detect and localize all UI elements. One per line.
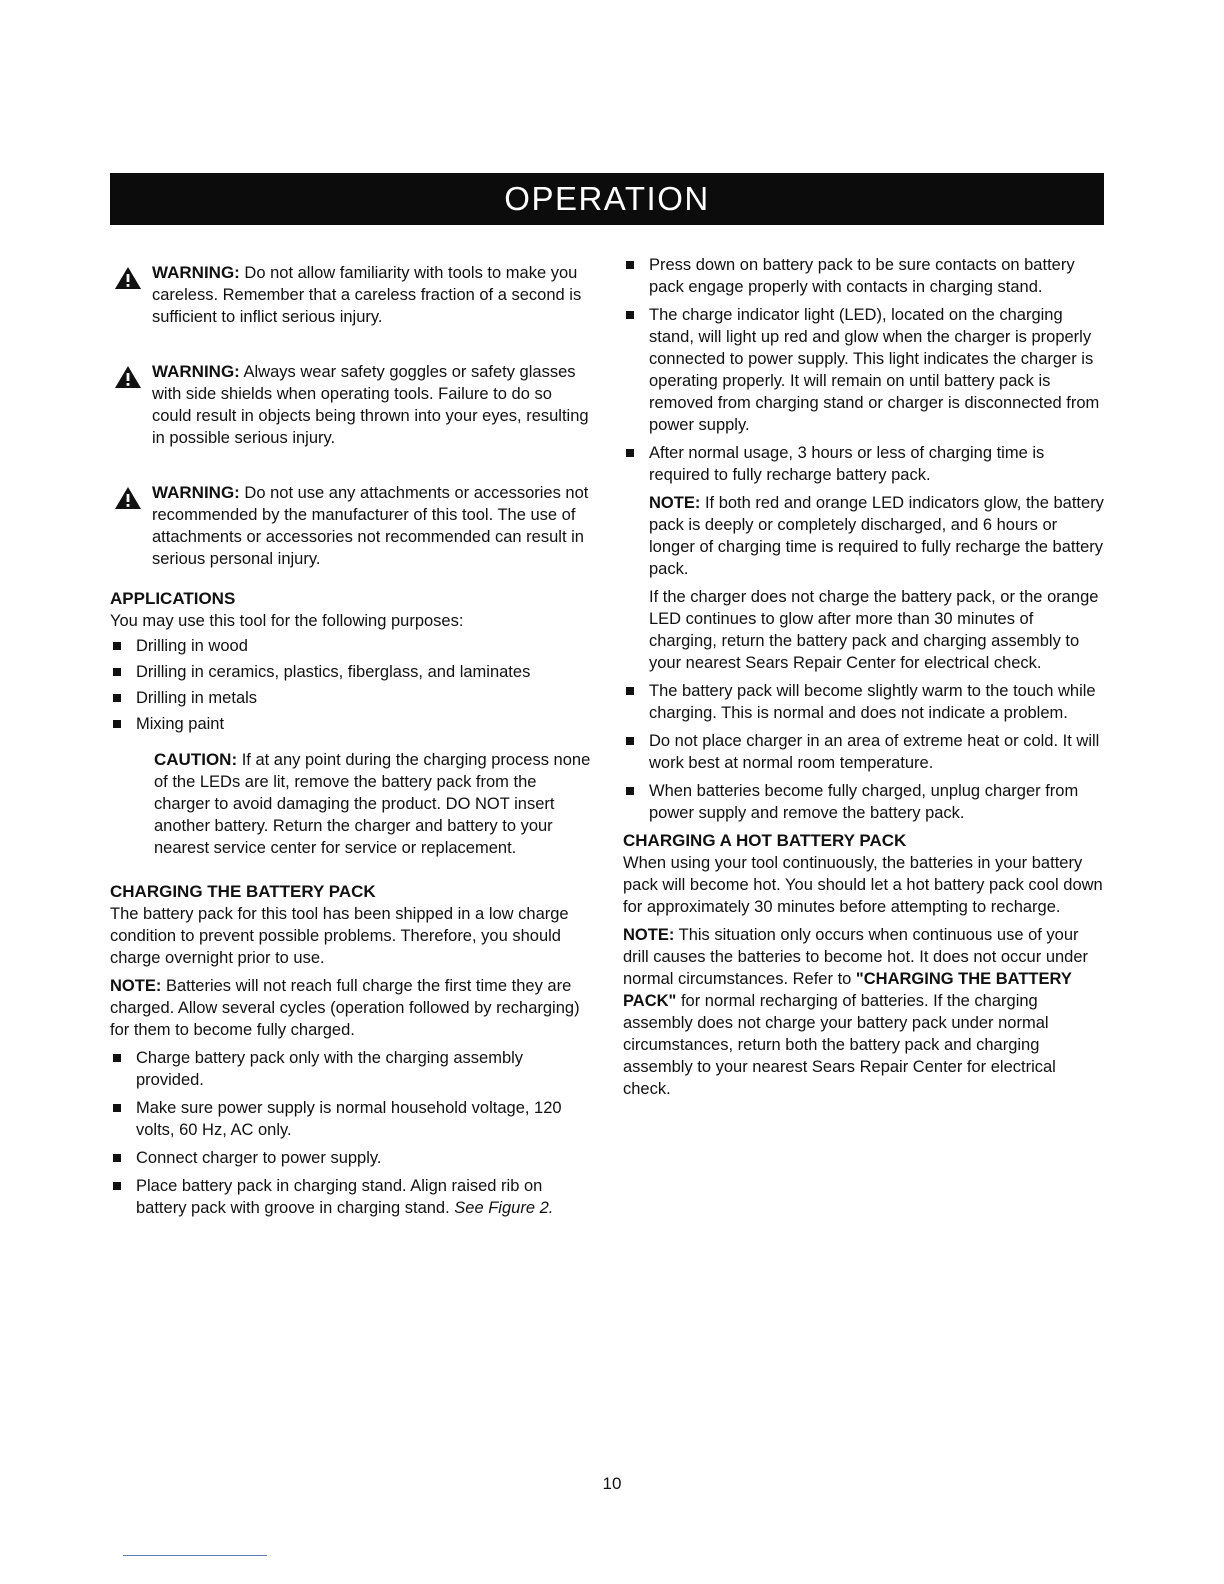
- bullet-icon: [113, 642, 121, 650]
- warning-text: Always wear safety goggles or safety glasses with side shields when operating tools. Failure to do so could result in objects being thrown into your eyes, resulting in possible serious injury.: [152, 363, 589, 447]
- list-item: When batteries become fully charged, unplug charger from power supply and remove the battery pack.: [623, 780, 1105, 824]
- list-item: Make sure power supply is normal household voltage, 120 volts, 60 Hz, AC only.: [110, 1097, 592, 1141]
- page-number: 10: [602, 1474, 622, 1493]
- applications-heading: APPLICATIONS: [110, 589, 236, 608]
- bullet-icon: [626, 449, 634, 457]
- figure-reference: See Figure 2.: [454, 1199, 554, 1217]
- list-item: Place battery pack in charging stand. Align raised rib on battery pack with groove in charging stand. See Figure 2.: [110, 1175, 592, 1219]
- caution-block: [110, 749, 592, 859]
- warning-triangle-icon: [114, 486, 142, 510]
- hot-pack-note: NOTE: This situation only occurs when continuous use of your drill causes the batteries to become hot. It does not occur under normal circumstances. Refer to "CHARGING THE BATTERY PACK" for normal recharging of batteries. If the charging assembly does not charge your battery pack under normal circumstances, return both the battery pack and charging assembly to your nearest Sears Repair Center for electrical check.: [623, 926, 1089, 1098]
- bullet-icon: [113, 1104, 121, 1112]
- warning-text: Do not use any attachments or accessories not recommended by the manufacturer of this tool. The use of attachments or accessories not recommended can result in serious personal injury.: [152, 484, 589, 568]
- bullet-icon: [626, 687, 634, 695]
- warning-triangle-icon: [114, 266, 142, 290]
- hot-pack-heading: CHARGING A HOT BATTERY PACK: [623, 831, 907, 850]
- applications-intro: You may use this tool for the following purposes:: [110, 612, 464, 630]
- list-item: Mixing paint: [110, 713, 592, 735]
- warning-safety-goggles: [110, 361, 592, 449]
- charging-steps-list: [110, 1047, 592, 1219]
- bullet-icon: [626, 261, 634, 269]
- hot-pack-text: When using your tool continuously, the batteries in your battery pack will become hot. You should let a hot battery pack cool down for approximately 30 minutes before attempting to recharge.: [623, 854, 1103, 916]
- bullet-icon: [113, 694, 121, 702]
- bullet-icon: [113, 1154, 121, 1162]
- charging-heading: CHARGING THE BATTERY PACK: [110, 882, 376, 901]
- list-item: Connect charger to power supply.: [110, 1147, 592, 1169]
- right-column: [623, 254, 1105, 1100]
- list-item: Drilling in ceramics, plastics, fiberglass, and laminates: [110, 661, 592, 683]
- charging-note: NOTE: Batteries will not reach full charge the first time they are charged. Allow several cycles (operation followed by recharging) for them to become fully charged.: [110, 977, 580, 1039]
- caution-text: If at any point during the charging process none of the LEDs are lit, remove the battery pack from the charger to avoid damaging the product. DO NOT insert another battery. Return the charger and battery to your nearest service center for service or replacement.: [154, 751, 591, 857]
- caution-label: CAUTION:: [154, 750, 238, 769]
- section-reference: "CHARGING THE BATTERY PACK": [623, 970, 1072, 1010]
- footer-rule: [123, 1555, 267, 1556]
- list-item: Do not place charger in an area of extreme heat or cold. It will work best at normal room temperature.: [623, 730, 1105, 774]
- warning-text: Do not allow familiarity with tools to make you careless. Remember that a careless fraction of a second is sufficient to inflict serious injury.: [152, 264, 582, 326]
- warning-attachments: [110, 482, 592, 570]
- bullet-icon: [626, 311, 634, 319]
- bullet-icon: [113, 1182, 121, 1190]
- list-item: Drilling in metals: [110, 687, 592, 709]
- bullet-icon: [626, 737, 634, 745]
- charging-tips-list: [623, 680, 1105, 824]
- bullet-icon: [113, 720, 121, 728]
- list-item: The battery pack will become slightly warm to the touch while charging. This is normal and does not indicate a problem.: [623, 680, 1105, 724]
- bullet-icon: [113, 1054, 121, 1062]
- warning-label: WARNING:: [152, 483, 240, 502]
- charging-continued-list: [623, 254, 1105, 486]
- charging-intro: The battery pack for this tool has been shipped in a low charge condition to prevent possible problems. Therefore, you should charge overnight prior to use.: [110, 905, 569, 967]
- warning-familiarity: [110, 262, 592, 328]
- section-banner: OPERATION: [110, 173, 1104, 225]
- list-item: Charge battery pack only with the charging assembly provided.: [110, 1047, 592, 1091]
- led-note: NOTE: If both red and orange LED indicators glow, the battery pack is deeply or completely discharged, and 6 hours or longer of charging time is required to fully recharge the battery pack.: [649, 494, 1104, 578]
- bullet-icon: [113, 668, 121, 676]
- list-item: Drilling in wood: [110, 635, 592, 657]
- warning-label: WARNING:: [152, 362, 240, 381]
- left-column: [110, 262, 592, 1225]
- list-item: Press down on battery pack to be sure contacts on battery pack engage properly with contacts in charging stand.: [623, 254, 1105, 298]
- charger-fail-note: If the charger does not charge the battery pack, or the orange LED continues to glow after more than 30 minutes of charging, return the battery pack and charging assembly to your nearest Sears Repair Center for electrical check.: [649, 588, 1099, 672]
- applications-list: [110, 635, 592, 735]
- warning-label: WARNING:: [152, 263, 240, 282]
- bullet-icon: [626, 787, 634, 795]
- list-item: After normal usage, 3 hours or less of charging time is required to fully recharge battery pack.: [623, 442, 1105, 486]
- warning-triangle-icon: [114, 365, 142, 389]
- list-item: The charge indicator light (LED), located on the charging stand, will light up red and glow when the charger is properly connected to power supply. This light indicates the charger is operating properly. It will remain on until battery pack is removed from charging stand or charger is disconnected from power supply.: [623, 304, 1105, 436]
